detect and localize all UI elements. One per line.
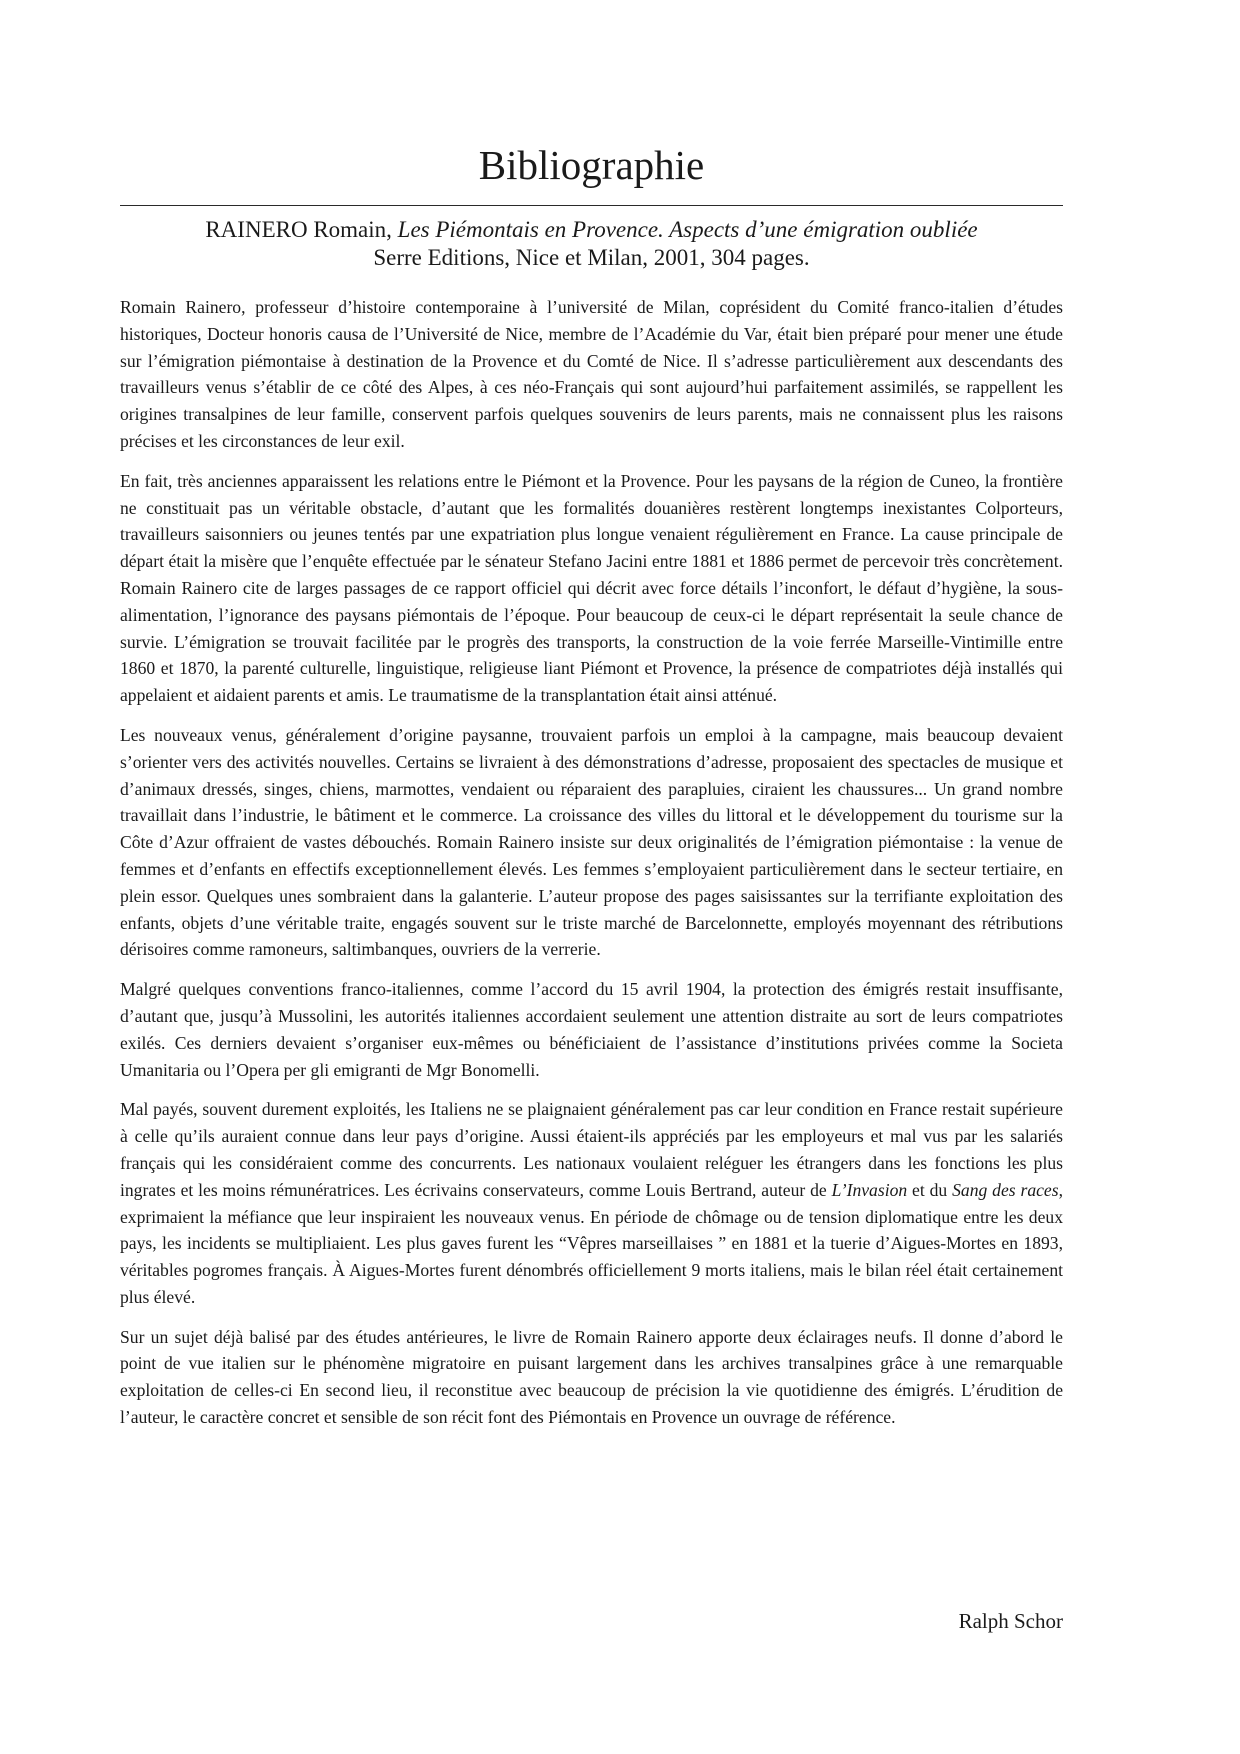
work-title-linvasion: L’Invasion	[831, 1179, 908, 1200]
reference-author: RAINERO Romain,	[205, 217, 398, 242]
reference-book-title: Les Piémontais en Provence. Aspects d’une émigration oubliée	[397, 217, 978, 242]
paragraph-5	[120, 1096, 1063, 1310]
work-title-sang-des-races: Sang des races	[952, 1179, 1059, 1200]
book-reference	[120, 216, 1063, 272]
paragraph-4: Malgré quelques conventions franco-italiennes, comme l’accord du 15 avril 1904, la protection des émigrés restait insuffisante, d’autant que, jusqu’à Mussolini, les autorités italiennes accordaient seulement une attention distraite au sort de leurs compatriotes exilés. Ces derniers devaient s’organiser eux-mêmes ou bénéficiaient de l’assistance d’institutions privées comme la Societa Umanitaria ou l’Opera per gli emigranti de Mgr Bonomelli.	[120, 979, 1063, 1080]
paragraph-6: Sur un sujet déjà balisé par des études antérieures, le livre de Romain Rainero apporte deux éclairages neufs. Il donne d’abord le point de vue italien sur le phénomène migratoire en puisant largement dans les archives transalpines grâce à une remarquable exploitation de celles-ci En second lieu, il reconstitue avec beaucoup de précision la vie quotidienne des émigrés. L’érudition de l’auteur, le caractère concret et sensible de son récit font des Piémontais en Provence un ouvrage de référence.	[120, 1326, 1063, 1428]
review-body	[120, 294, 1063, 1444]
review-signature: Ralph Schor	[958, 1609, 1063, 1633]
paragraph-5-part-1: Mal payés, souvent durement exploités, les Italiens ne se plaignaient généralement pas car leur condition en France restait supérieure à celle qu’ils auraient connue dans leur pays d’origine. Aussi étaient-ils appréciés par les employeurs et mal vus par les salariés français qui les considéraient comme des concurrents. Les nationaux voulaient reléguer les étrangers dans les fonctions les plus ingrates et les moins rémunératrices. Les écrivains conservateurs, comme Louis Bertrand, auteur de	[120, 1099, 1063, 1200]
reference-line-1	[120, 216, 1063, 244]
paragraph-1: Romain Rainero, professeur d’histoire contemporaine à l’université de Milan, coprésident du Comité franco-italien d’études historiques, Docteur honoris causa de l’Université de Nice, membre de l’Académie du Var, était bien préparé pour mener une étude sur l’émigration piémontaise à destination de la Provence et du Comté de Nice. Il s’adresse particulièrement aux descendants des travailleurs venus s’établir de ce côté des Alpes, à ces néo-Français qui sont aujourd’hui parfaitement assimilés, se rappellent les origines transalpines de leur famille, conservent parfois quelques souvenirs de leurs parents, mais ne connaissent plus les raisons précises et les circonstances de leur exil.	[120, 297, 1063, 451]
paragraph-5-part-3: , exprimaient la méfiance que leur inspiraient les nouveaux venus. En période de chômage ou de tension diplomatique entre les deux pays, les incidents se multipliaient. Les plus gaves furent les “Vêpres marseillaises ” en 1881 et la tuerie d’Aigues-Mortes en 1893, véritables pogromes français. À Aigues-Mortes furent dénombrés officiellement 9 morts italiens, mais le bilan réel était certainement plus élevé.	[120, 1179, 1063, 1307]
reference-publication: Serre Editions, Nice et Milan, 2001, 304 pages.	[373, 245, 810, 270]
paragraph-2: En fait, très anciennes apparaissent les relations entre le Piémont et la Provence. Pour les paysans de la région de Cuneo, la frontière ne constituait pas un véritable obstacle, d’autant que les formalités douanières restèrent longtemps inexistantes Colporteurs, travailleurs saisonniers ou jeunes tentés par une expatriation plus longue venaient régulièrement en France. La cause principale de départ était la misère que l’enquête effectuée par le sénateur Stefano Jacini entre 1881 et 1886 permet de percevoir très concrètement. Romain Rainero cite de larges passages de ce rapport officiel qui décrit avec force détails l’inconfort, le défaut d’hygiène, la sous-alimentation, l’ignorance des paysans piémontais de l’époque. Pour beaucoup de ceux-ci le départ représentait la seule chance de survie. L’émigration se trouvait facilitée par le progrès des transports, la construction de la voie ferrée Marseille-Vintimille entre 1860 et 1870, la parenté culturelle, linguistique, religieuse liant Piémont et Provence, la présence de compatriotes déjà installés qui appelaient et aidaient parents et amis. Le traumatisme de la transplantation était ainsi atténué.	[120, 470, 1063, 706]
paragraph-5-part-2: et du	[907, 1179, 953, 1200]
title-divider	[120, 205, 1063, 206]
page-title: Bibliographie	[478, 142, 705, 188]
paragraph-3: Les nouveaux venus, généralement d’origine paysanne, trouvaient parfois un emploi à la campagne, mais beaucoup devaient s’orienter vers des activités nouvelles. Certains se livraient à des démonstrations d’adresse, proposaient des spectacles de musique et d’animaux dressés, singes, chiens, marmottes, vendaient ou réparaient des parapluies, ciraient les chaussures... Un grand nombre travaillait dans l’industrie, le bâtiment et le commerce. La croissance des villes du littoral et le développement du tourisme sur la Côte d’Azur offraient de vastes débouchés. Romain Rainero insiste sur deux originalités de l’émigration piémontaise : la venue de femmes et d’enfants en effectifs exceptionnellement élevés. Les femmes s’employaient particulièrement dans le secteur tertiaire, en plein essor. Quelques unes sombraient dans la galanterie. L’auteur propose des pages saisissantes sur la terrifiante exploitation des enfants, objets d’une véritable traite, engagés souvent sur le triste marché de Barcelonnette, employés moyennant des rétributions dérisoires comme ramoneurs, saltimbanques, ouvriers de la verrerie.	[120, 724, 1063, 960]
